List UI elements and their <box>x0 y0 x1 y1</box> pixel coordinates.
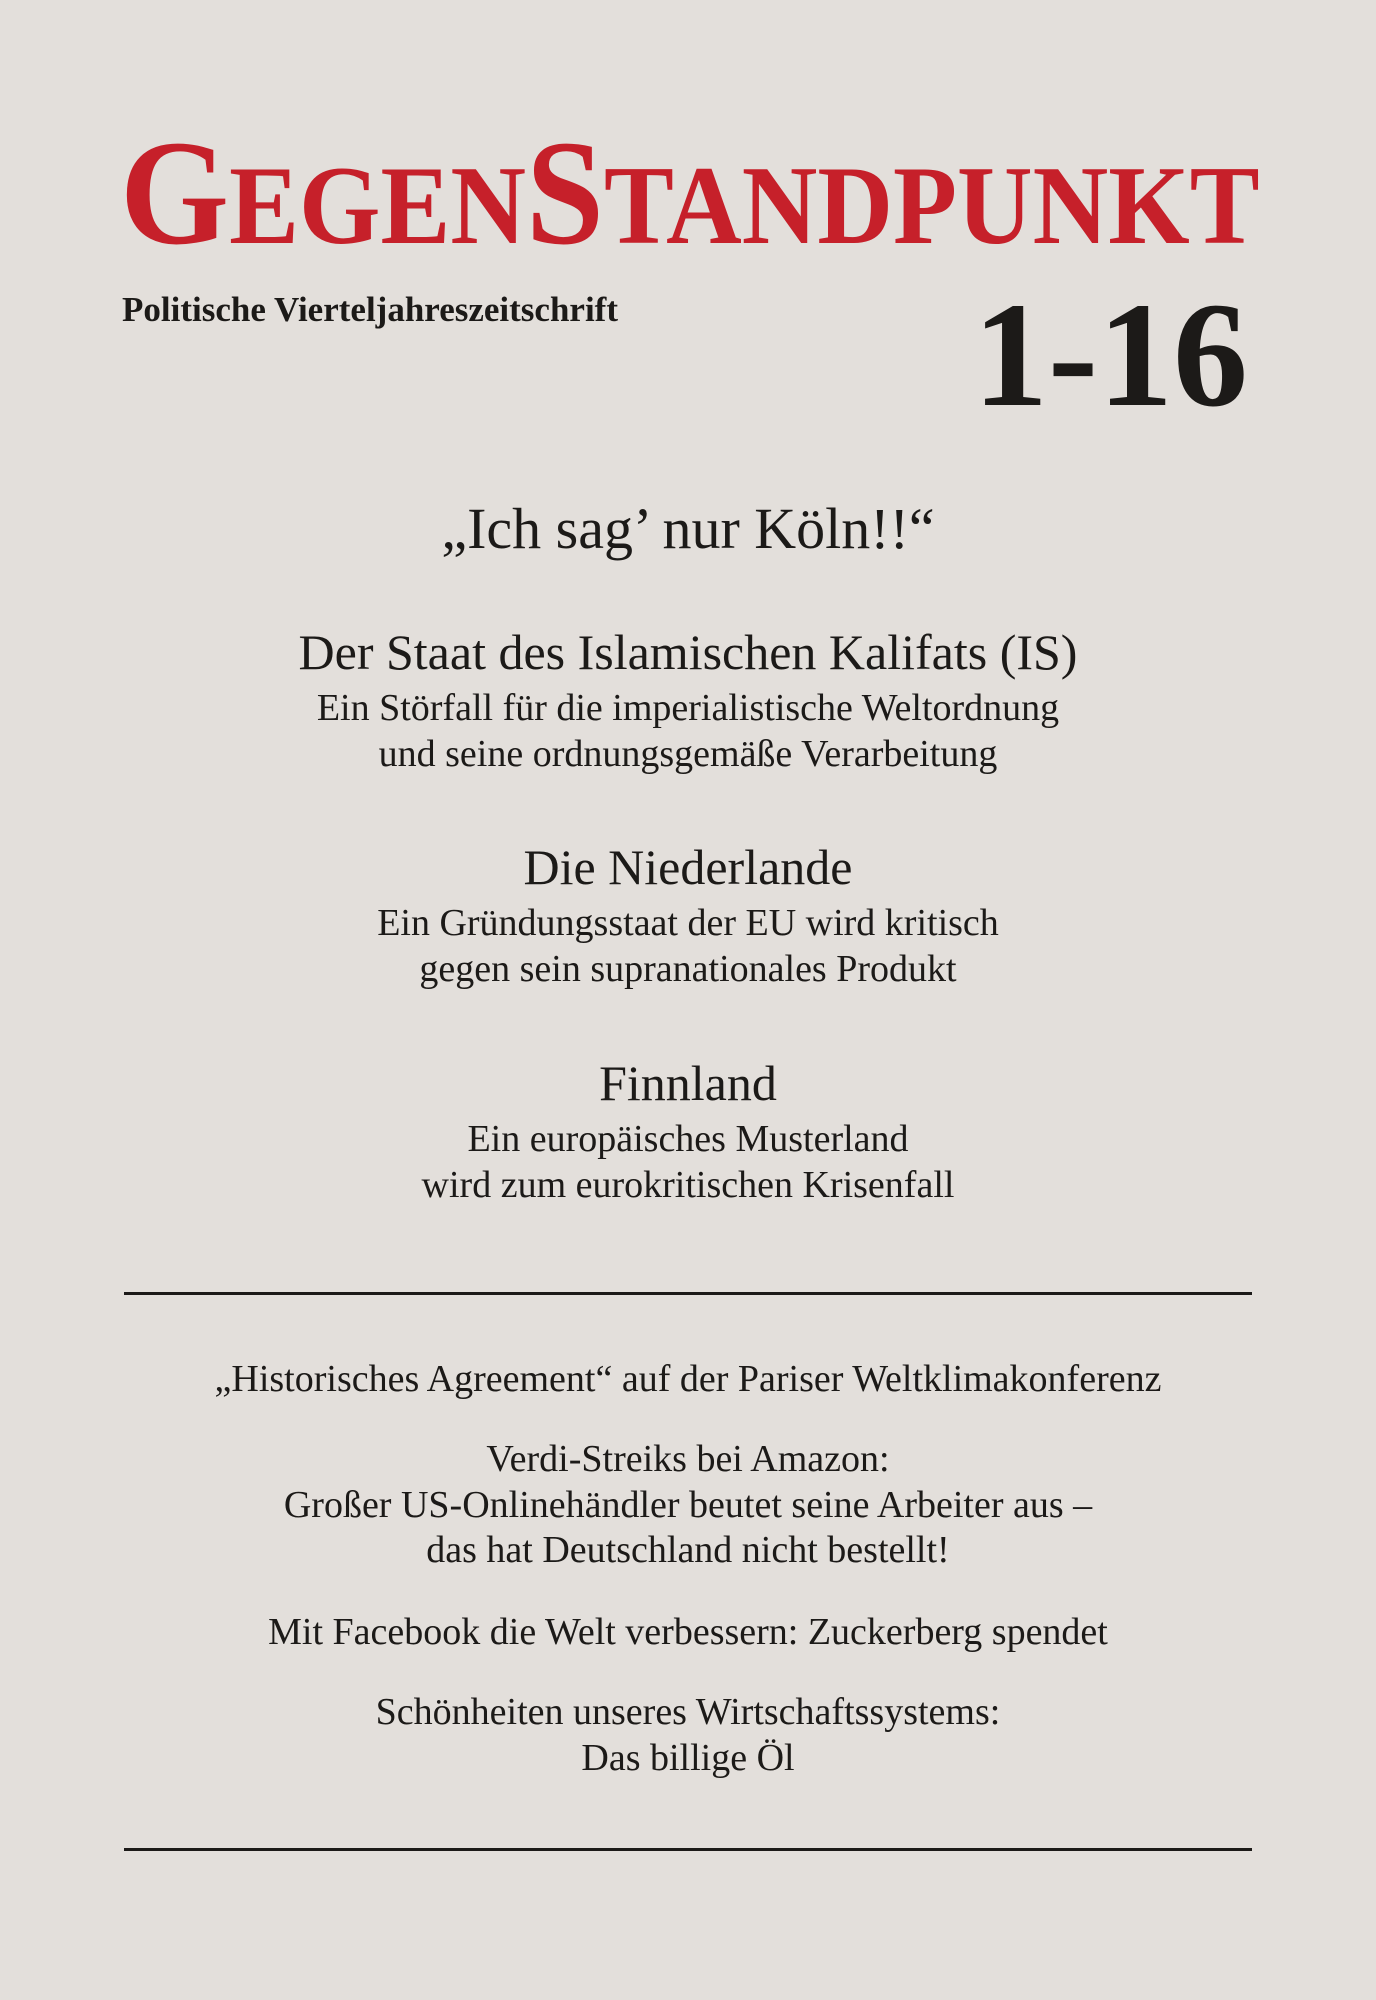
article-subtitle-line: Ein Störfall für die imperialistische Weltordnung <box>316 687 1060 729</box>
minor-item-oel <box>0 1690 1376 1781</box>
minor-item-line: Mit Facebook die Welt verbessern: Zuckerberg spendet <box>268 1611 1108 1653</box>
minor-item-line: Großer US-Onlinehändler beutet seine Arbeiter aus – <box>283 1483 1093 1526</box>
article-subtitle-line: und seine ordnungsgemäße Verarbeitung <box>378 732 998 775</box>
article-finnland <box>0 1056 1376 1208</box>
masthead-rest-2: TANDPUNKT <box>603 144 1260 268</box>
article-title: Die Niederlande <box>523 839 853 895</box>
article-subtitle-line: wird zum eurokritischen Krisenfall <box>421 1163 955 1206</box>
minor-item-line: „Historisches Agreement“ auf der Pariser Weltklimakonferenz <box>214 1358 1162 1400</box>
article-is <box>0 625 1376 777</box>
minor-item-klima <box>0 1357 1376 1403</box>
lead-headline: „Ich sag’ nur Köln!!“ <box>441 496 935 561</box>
article-subtitle-line: gegen sein supranationales Produkt <box>419 947 957 990</box>
divider-rule-bottom <box>124 1848 1252 1851</box>
article-subtitle <box>0 1117 1376 1208</box>
article-subtitle-line: Ein europäisches Musterland <box>467 1118 909 1160</box>
minor-item-line: das hat Deutschland nicht bestellt! <box>426 1529 950 1572</box>
minor-item-amazon <box>0 1437 1376 1574</box>
article-subtitle-line: Ein Gründungsstaat der EU wird kritisch <box>377 902 999 944</box>
masthead-cap-1: G <box>120 110 230 276</box>
article-subtitle <box>0 686 1376 777</box>
masthead-logo <box>120 110 1260 276</box>
article-title: Der Staat des Islamischen Kalifats (IS) <box>298 624 1078 680</box>
masthead-cap-2: S <box>525 110 604 276</box>
divider-rule-top <box>124 1292 1252 1295</box>
minor-item-facebook <box>0 1610 1376 1656</box>
minor-item-line: Schönheiten unseres Wirtschaftssystems: <box>375 1691 1001 1733</box>
article-title: Finnland <box>599 1055 777 1111</box>
issue-number: 1-16 <box>973 272 1248 438</box>
magazine-subtitle: Politische Vierteljahreszeitschrift <box>122 290 618 329</box>
minor-item-line: Verdi-Streiks bei Amazon: <box>486 1438 890 1480</box>
article-niederlande <box>0 840 1376 992</box>
article-subtitle <box>0 901 1376 992</box>
minor-item-line: Das billige Öl <box>581 1736 795 1779</box>
masthead-rest-1: EGEN <box>229 144 526 268</box>
